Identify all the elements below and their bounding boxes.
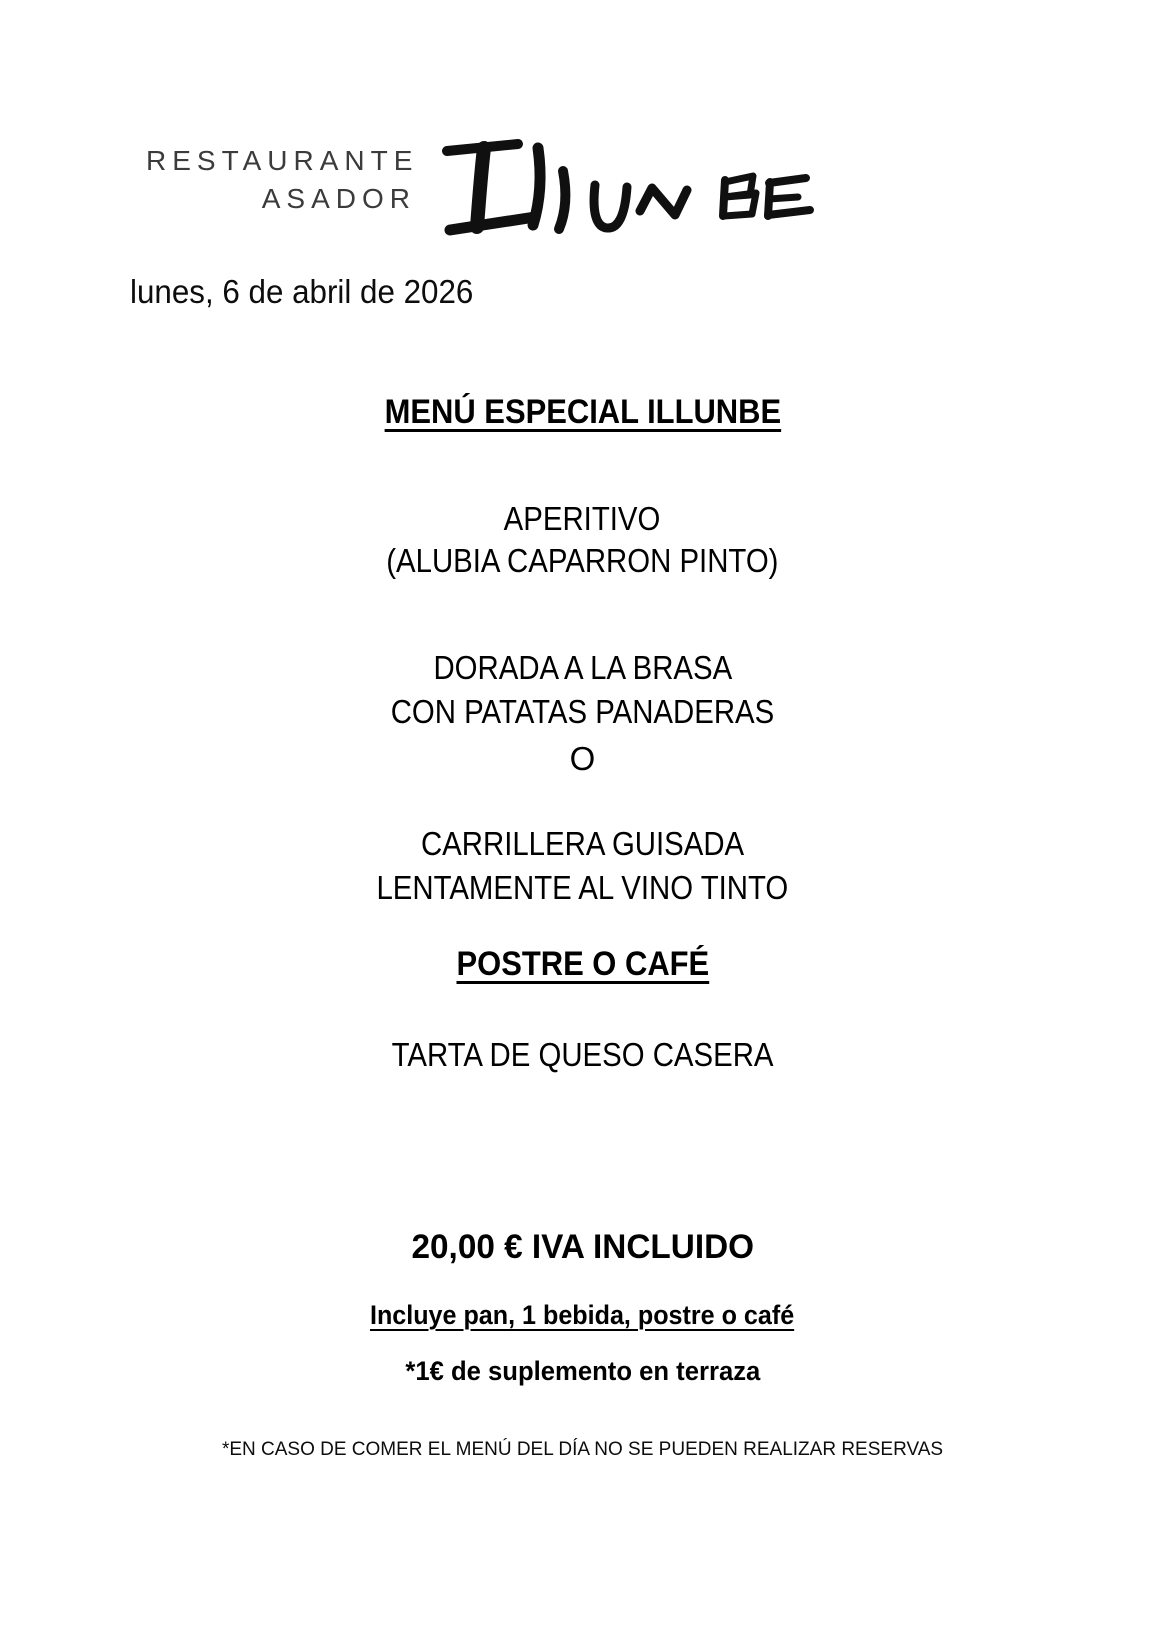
menu-line: CON PATATAS PANADERAS xyxy=(390,693,775,730)
course-fish xyxy=(130,646,1035,734)
menu-line: CARRILLERA GUISADA xyxy=(420,825,745,862)
reservation-note: *EN CASO DE COMER EL MENÚ DEL DÍA NO SE PUEDEN REALIZAR RESERVAS xyxy=(221,1439,944,1460)
dessert-item: TARTA DE QUESO CASERA xyxy=(391,1036,774,1073)
price-line: 20,00 € IVA INCLUIDO xyxy=(411,1228,754,1266)
menu-date xyxy=(130,271,491,313)
logo-brand-line2: ASADOR xyxy=(261,183,416,214)
menu-date-text: lunes, 6 de abril de 2026 xyxy=(130,273,474,310)
course-meat xyxy=(130,822,1035,910)
menu-line: (ALUBIA CAPARRON PINTO) xyxy=(386,542,779,579)
logo-brand-line1: RESTAURANTE xyxy=(146,145,419,176)
illunbe-logo-wordmark xyxy=(440,138,816,238)
menu-line: DORADA A LA BRASA xyxy=(433,649,732,686)
course-starter xyxy=(130,498,1035,582)
course-choice-separator: O xyxy=(569,740,596,777)
menu-title: MENÚ ESPECIAL ILLUNBE xyxy=(384,393,781,431)
logo-wordmark-text xyxy=(0,0,1,1)
terrace-supplement-note: *1€ de suplemento en terraza xyxy=(405,1356,760,1386)
includes-note: Incluye pan, 1 bebida, postre o café xyxy=(370,1300,795,1330)
restaurant-logo-brand xyxy=(146,142,419,218)
menu-line: APERITIVO xyxy=(504,500,661,537)
dessert-heading: POSTRE O CAFÉ xyxy=(456,945,709,983)
menu-line: LENTAMENTE AL VINO TINTO xyxy=(376,869,789,906)
